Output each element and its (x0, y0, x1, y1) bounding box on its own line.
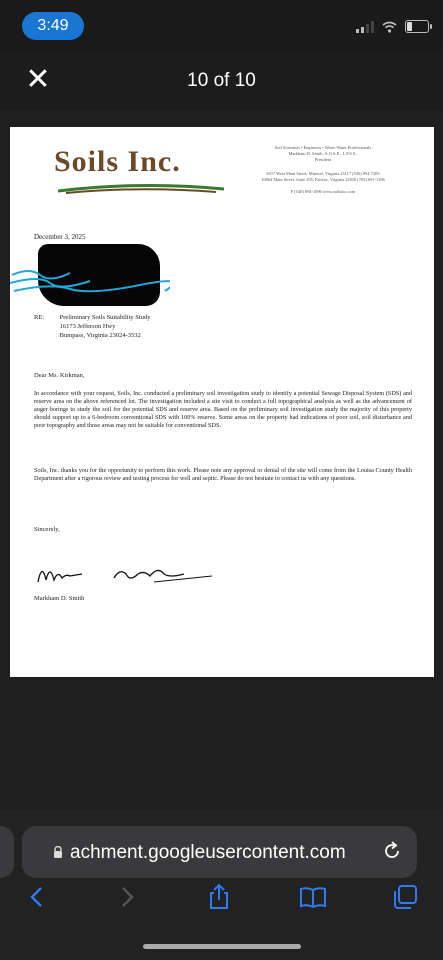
signal-icon (356, 21, 374, 33)
re-line: Bumpass, Virginia 23024-3532 (59, 332, 141, 339)
browser-bottom-bar (0, 810, 443, 960)
letter-date: December 3, 2025 (34, 233, 86, 241)
previous-tab-peek[interactable] (0, 826, 14, 878)
url-text[interactable]: achment.googleusercontent.com (70, 842, 346, 863)
letterhead-line: F (540) 894-1096 www.soilsinc.com (290, 189, 356, 194)
status-time[interactable]: 3:49 (22, 12, 84, 40)
letterhead-line: President (314, 157, 332, 162)
closing: Sincerely, (34, 526, 60, 533)
signature (34, 552, 214, 592)
browser-toolbar (0, 874, 443, 920)
letterhead-info (228, 145, 418, 195)
body-paragraph-2: Soils, Inc. thanks you for the opportunity to perform this work. Please note any approval or denial of the site will come from the Louisa County Health Department after a rigorous review and testing process for well and septic. Please do not hesitate to contact us with any questions. (34, 467, 412, 482)
company-logo: Soils Inc. (54, 145, 181, 178)
greeting: Dear Ms. Kirkman, (34, 372, 85, 379)
chevron-left-icon[interactable] (22, 882, 52, 912)
re-block (34, 313, 150, 340)
re-line: 16173 Jefferson Hwy (59, 323, 116, 330)
lock-icon (52, 846, 64, 858)
letterhead-line: Soil Scientists • Engineers • Waste Water Professionals (274, 145, 372, 150)
book-icon[interactable] (298, 882, 328, 912)
letterhead-line: 10864 Main Street, Suite 205, Fairfax, Virginia 22030 (703) 691-1396 (261, 177, 385, 182)
close-icon[interactable]: ✕ (25, 63, 51, 96)
wifi-icon (382, 21, 397, 33)
reload-icon[interactable] (381, 840, 403, 862)
body-paragraph-1: In accordance with your request, Soils, Inc. conducted a preliminary soil investigation study to identify a potential Sewage Disposal System (SDS) and reserve area on the above referenced lot. The investigation included a site visit to conduct a full topographical analysis as well as the advancement of auger borings to study the soil for the potential SDS and reserve area. Based on the preliminary soil investigation study the majority of this property should support up to a 6-bedroom conventional SDS with 100% reserve. Some areas on the property had indications of poor soil, soil disturbance and poor topography and those areas may not be suitable for conventional SDS. (34, 390, 412, 429)
document-viewer[interactable] (0, 110, 443, 810)
viewer-top-bar (0, 52, 443, 110)
page-counter: 10 of 10 (187, 70, 256, 91)
letter-page (10, 127, 434, 677)
status-bar (0, 0, 443, 52)
re-line: Preliminary Soils Suitability Study (59, 314, 151, 321)
re-label: RE: (34, 314, 45, 321)
logo-swoosh (56, 183, 226, 195)
battery-icon (405, 20, 429, 33)
letterhead-line: Markham D. Smith, A.O.S.E., L.P.S.S., (288, 151, 358, 156)
tabs-icon[interactable] (390, 882, 420, 912)
redaction-scribble (10, 261, 170, 301)
chevron-right-icon[interactable] (112, 882, 142, 912)
share-icon[interactable] (204, 882, 234, 912)
home-indicator[interactable] (143, 944, 301, 949)
status-icons (356, 20, 429, 33)
address-bar[interactable] (22, 826, 417, 878)
signer-name: Markham D. Smith (34, 595, 85, 602)
letterhead-line: 6317 West Main Street, Mineral, Virginia 23117 (540) 894-7205 (266, 171, 380, 176)
